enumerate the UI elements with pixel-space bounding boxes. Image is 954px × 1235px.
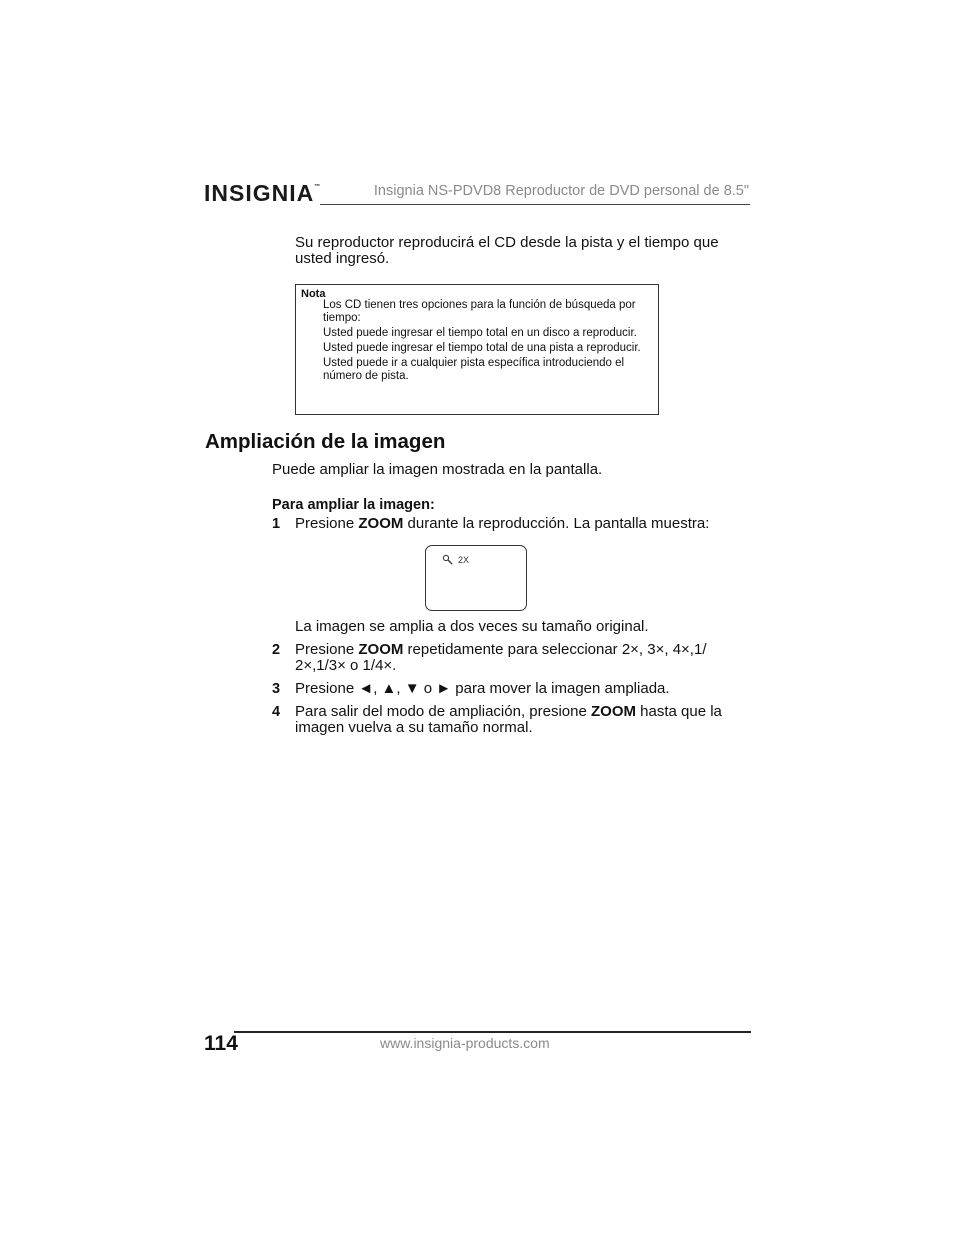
note-item: Los CD tienen tres opciones para la función de búsqueda por tiempo: [323,299,636,324]
magnifier-icon [442,554,454,566]
note-list [323,299,655,385]
section-intro: Puede ampliar la imagen mostrada en la pantalla. [272,461,603,478]
header-divider [320,204,750,205]
note-label: Nota [301,288,326,300]
step-1-result: La imagen se amplia a dos veces su tamaño original. [295,618,649,635]
insignia-logo: INSIGNIA™ [204,180,322,206]
step-2-text: Presione ZOOM repetidamente para seleccionar 2×, 3×, 4×,1/ 2×,1/3× o 1/4×. [295,641,707,674]
section-title: Ampliación de la imagen [205,430,446,453]
note-item: Usted puede ir a cualquier pista específica introduciendo el número de pista. [323,357,625,382]
zoom-level-label: 2X [458,555,470,565]
note-item: Usted puede ingresar el tiempo total de una pista a reproducir. [323,342,641,354]
footer-divider [234,1031,751,1033]
document-title: Insignia NS-PDVD8 Reproductor de DVD personal de 8.5" [373,183,749,199]
intro-paragraph: Su reproductor reproducirá el CD desde la pista y el tiempo que usted ingresó. [295,234,719,267]
footer-url: www.insignia-products.com [380,1035,550,1051]
step-number: 1 [272,516,281,532]
step-1-text: Presione ZOOM durante la reproducción. La pantalla muestra: [295,515,710,532]
note-item: Usted puede ingresar el tiempo total en un disco a reproducir. [323,327,637,339]
step-4-text: Para salir del modo de ampliación, presione ZOOM hasta que la imagen vuelva a su tamaño normal. [295,703,722,736]
step-number: 2 [272,642,281,658]
step-3-text: Presione ◄, ▲, ▼ o ► para mover la imagen ampliada. [295,680,670,697]
procedure-heading: Para ampliar la imagen: [272,497,435,513]
screen-display-illustration [425,545,527,611]
step-number: 4 [272,704,281,720]
page-number: 114 [204,1032,238,1055]
step-number: 3 [272,681,281,697]
